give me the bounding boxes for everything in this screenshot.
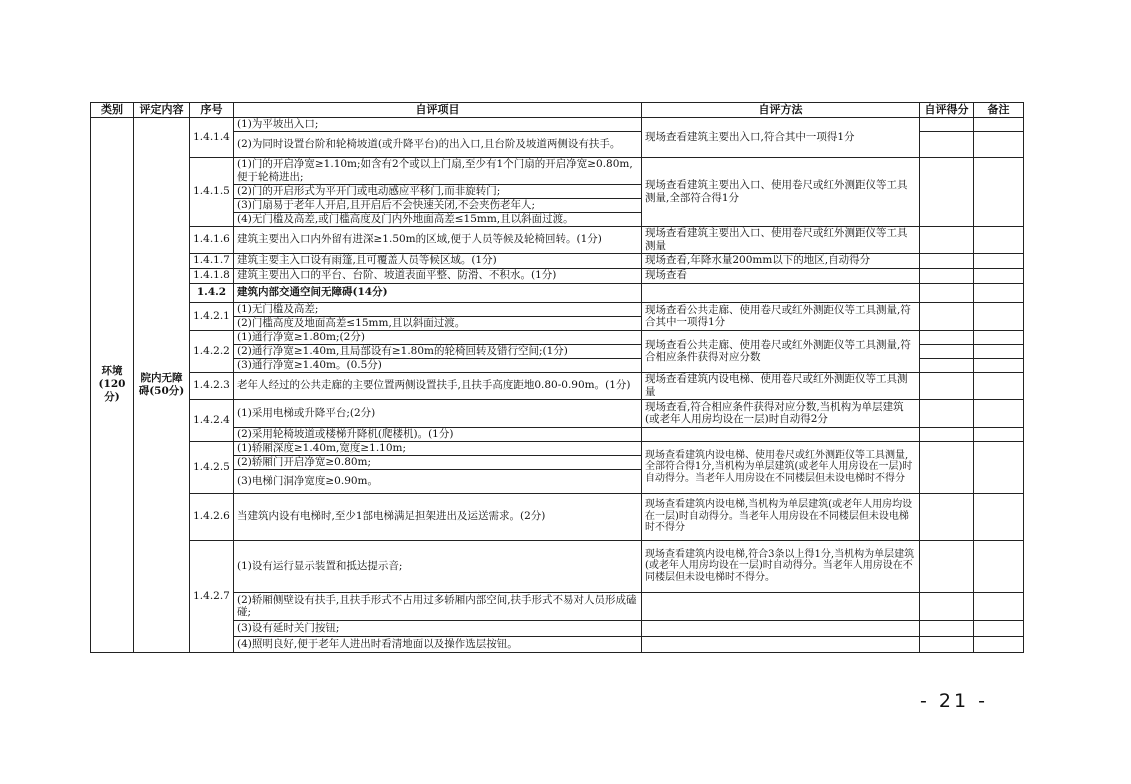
row-item: (3)通行净宽≥1.40m。(0.5分) — [234, 358, 642, 372]
evaluation-table — [90, 102, 1024, 653]
note-cell[interactable] — [974, 302, 1024, 330]
row-item: (4)照明良好,便于老年人进出时看清地面以及操作选层按钮。 — [234, 636, 642, 652]
score-cell[interactable] — [920, 441, 974, 493]
row-item: 建筑主要出入口内外留有进深≥1.50m的区域,便于人员等候及轮椅回转。(1分) — [234, 226, 642, 253]
row-item: (2)轿厢门开启净宽≥0.80m; — [234, 455, 642, 469]
row-no: 1.4.2.6 — [190, 493, 234, 540]
row-item: (2)门的开启形式为平开门或电动感应平移门,而非旋转门; — [234, 184, 642, 198]
score-cell[interactable] — [920, 427, 974, 441]
row-no: 1.4.1.8 — [190, 268, 234, 283]
row-method: 现场查看建筑主要出入口,符合其中一项得1分 — [642, 118, 920, 158]
row-method: 现场查看建筑内设电梯,符合3条以上得1分,当机构为单层建筑(或老年人用房均设在一层)时自动得分。当老年人用房设在不同楼层但未设电梯时不得分。 — [642, 540, 920, 592]
section-title: 建筑内部交通空间无障碍(14分) — [234, 283, 642, 302]
row-item: (1)采用电梯或升降平台;(2分) — [234, 399, 642, 427]
row-method: 现场查看建筑主要出入口、使用卷尺或红外测距仪等工具测量,全部符合得1分 — [642, 157, 920, 226]
score-cell[interactable] — [920, 358, 974, 372]
row-method: 现场查看建筑主要出入口、使用卷尺或红外测距仪等工具测量 — [642, 226, 920, 253]
score-cell[interactable] — [920, 253, 974, 268]
row-method — [642, 592, 920, 620]
note-cell[interactable] — [974, 226, 1024, 253]
score-cell[interactable] — [920, 620, 974, 636]
score-cell[interactable] — [920, 131, 974, 157]
row-method: 现场查看公共走廊、使用卷尺或红外测距仪等工具测量,符合其中一项得1分 — [642, 302, 920, 330]
score-cell[interactable] — [920, 399, 974, 427]
row-item: (2)门槛高度及地面高差≤15mm,且以斜面过渡。 — [234, 316, 642, 330]
row-no: 1.4.2.7 — [190, 540, 234, 652]
row-no: 1.4.2.5 — [190, 441, 234, 493]
header-note: 备注 — [974, 103, 1024, 118]
row-item: (1)设有运行显示装置和抵达提示音; — [234, 540, 642, 592]
row-item: 建筑主要出入口的平台、台阶、坡道表面平整、防滑、不积水。(1分) — [234, 268, 642, 283]
row-item: (2)采用轮椅坡道或楼梯升降机(爬楼机)。(1分) — [234, 427, 642, 441]
row-no: 1.4.2.4 — [190, 399, 234, 441]
score-cell[interactable] — [920, 157, 974, 226]
row-no: 1.4.2.1 — [190, 302, 234, 330]
row-item: (1)轿厢深度≥1.40m,宽度≥1.10m; — [234, 441, 642, 455]
note-cell[interactable] — [974, 157, 1024, 226]
row-item: (2)为同时设置台阶和轮椅坡道(或升降平台)的出入口,且台阶及坡道两侧设有扶手。 — [234, 131, 642, 157]
note-cell[interactable] — [974, 620, 1024, 636]
note-cell[interactable] — [974, 131, 1024, 157]
row-no: 1.4.1.5 — [190, 157, 234, 226]
score-cell[interactable] — [920, 330, 974, 344]
note-cell[interactable] — [974, 330, 1024, 344]
row-no: 1.4.1.4 — [190, 118, 234, 158]
note-cell[interactable] — [974, 372, 1024, 399]
row-no: 1.4.1.7 — [190, 253, 234, 268]
row-method — [642, 283, 920, 302]
row-method: 现场查看建筑内设电梯,当机构为单层建筑(或老年人用房均设在一层)时自动得分。当老年人用房设在不同楼层但未设电梯时不得分 — [642, 493, 920, 540]
row-method — [642, 427, 920, 441]
score-cell[interactable] — [920, 592, 974, 620]
category-cell: 环境 (120 分) — [91, 118, 134, 653]
note-cell[interactable] — [974, 118, 1024, 132]
score-cell[interactable] — [920, 344, 974, 358]
note-cell[interactable] — [974, 283, 1024, 302]
score-cell[interactable] — [920, 302, 974, 330]
content-cell: 院内无障 碍(50分) — [134, 118, 190, 653]
score-cell[interactable] — [920, 636, 974, 652]
row-item: (3)门扇易于老年人开启,且开启后不会快速关闭,不会夹伤老年人; — [234, 198, 642, 212]
score-cell[interactable] — [920, 226, 974, 253]
row-method: 现场查看 — [642, 268, 920, 283]
score-cell[interactable] — [920, 540, 974, 592]
row-method: 现场查看建筑内设电梯、使用卷尺或红外测距仪等工具测量 — [642, 372, 920, 399]
row-item: 老年人经过的公共走廊的主要位置两侧设置扶手,且扶手高度距地0.80-0.90m。(1分) — [234, 372, 642, 399]
header-row — [91, 103, 1024, 118]
note-cell[interactable] — [974, 540, 1024, 592]
header-score: 自评得分 — [920, 103, 974, 118]
header-item: 自评项目 — [234, 103, 642, 118]
note-cell[interactable] — [974, 358, 1024, 372]
row-item: (2)轿厢侧壁设有扶手,且扶手形式不占用过多轿厢内部空间,扶手形式不易对人员形成磕碰; — [234, 592, 642, 620]
note-cell[interactable] — [974, 268, 1024, 283]
row-item: 建筑主要主入口设有雨篷,且可覆盖人员等候区域。(1分) — [234, 253, 642, 268]
section-no: 1.4.2 — [190, 283, 234, 302]
row-item: (1)无门槛及高差; — [234, 302, 642, 316]
note-cell[interactable] — [974, 399, 1024, 427]
score-cell[interactable] — [920, 118, 974, 132]
row-method: 现场查看建筑内设电梯、使用卷尺或红外测距仪等工具测量,全部符合得1分,当机构为单层建筑(或老年人用房设在一层)时自动得分。当老年人用房设在不同楼层但未设电梯时不得分 — [642, 441, 920, 493]
row-no: 1.4.1.6 — [190, 226, 234, 253]
note-cell[interactable] — [974, 344, 1024, 358]
score-cell[interactable] — [920, 268, 974, 283]
row-no: 1.4.2.2 — [190, 330, 234, 372]
row-item: 当建筑内设有电梯时,至少1部电梯满足担架进出及运送需求。(2分) — [234, 493, 642, 540]
row-no: 1.4.2.3 — [190, 372, 234, 399]
row-item: (1)为平坡出入口; — [234, 118, 642, 132]
page-number: - 21 - — [920, 690, 988, 712]
row-item: (1)门的开启净宽≥1.10m;如含有2个或以上门扇,至少有1个门扇的开启净宽≥0.80m,便于轮椅进出; — [234, 157, 642, 184]
row-method — [642, 620, 920, 636]
score-cell[interactable] — [920, 493, 974, 540]
note-cell[interactable] — [974, 636, 1024, 652]
header-method: 自评方法 — [642, 103, 920, 118]
row-method — [642, 636, 920, 652]
note-cell[interactable] — [974, 592, 1024, 620]
note-cell[interactable] — [974, 441, 1024, 493]
note-cell[interactable] — [974, 427, 1024, 441]
score-cell[interactable] — [920, 372, 974, 399]
row-method: 现场查看,年降水量200mm以下的地区,自动得分 — [642, 253, 920, 268]
row-item: (2)通行净宽≥1.40m,且局部设有≥1.80m的轮椅回转及错行空间;(1分) — [234, 344, 642, 358]
row-method: 现场查看公共走廊、使用卷尺或红外测距仪等工具测量,符合相应条件获得对应分数 — [642, 330, 920, 372]
note-cell[interactable] — [974, 493, 1024, 540]
header-content: 评定内容 — [134, 103, 190, 118]
header-category: 类别 — [91, 103, 134, 118]
header-no: 序号 — [190, 103, 234, 118]
row-item: (4)无门槛及高差,或门槛高度及门内外地面高差≤15mm,且以斜面过渡。 — [234, 212, 642, 226]
row-item: (1)通行净宽≥1.80m;(2分) — [234, 330, 642, 344]
row-method: 现场查看,符合相应条件获得对应分数,当机构为单层建筑(或老年人用房均设在一层)时自动得2分 — [642, 399, 920, 427]
row-item: (3)设有延时关门按钮; — [234, 620, 642, 636]
score-cell[interactable] — [920, 283, 974, 302]
note-cell[interactable] — [974, 253, 1024, 268]
row-item: (3)电梯门洞净宽度≥0.90m。 — [234, 469, 642, 493]
